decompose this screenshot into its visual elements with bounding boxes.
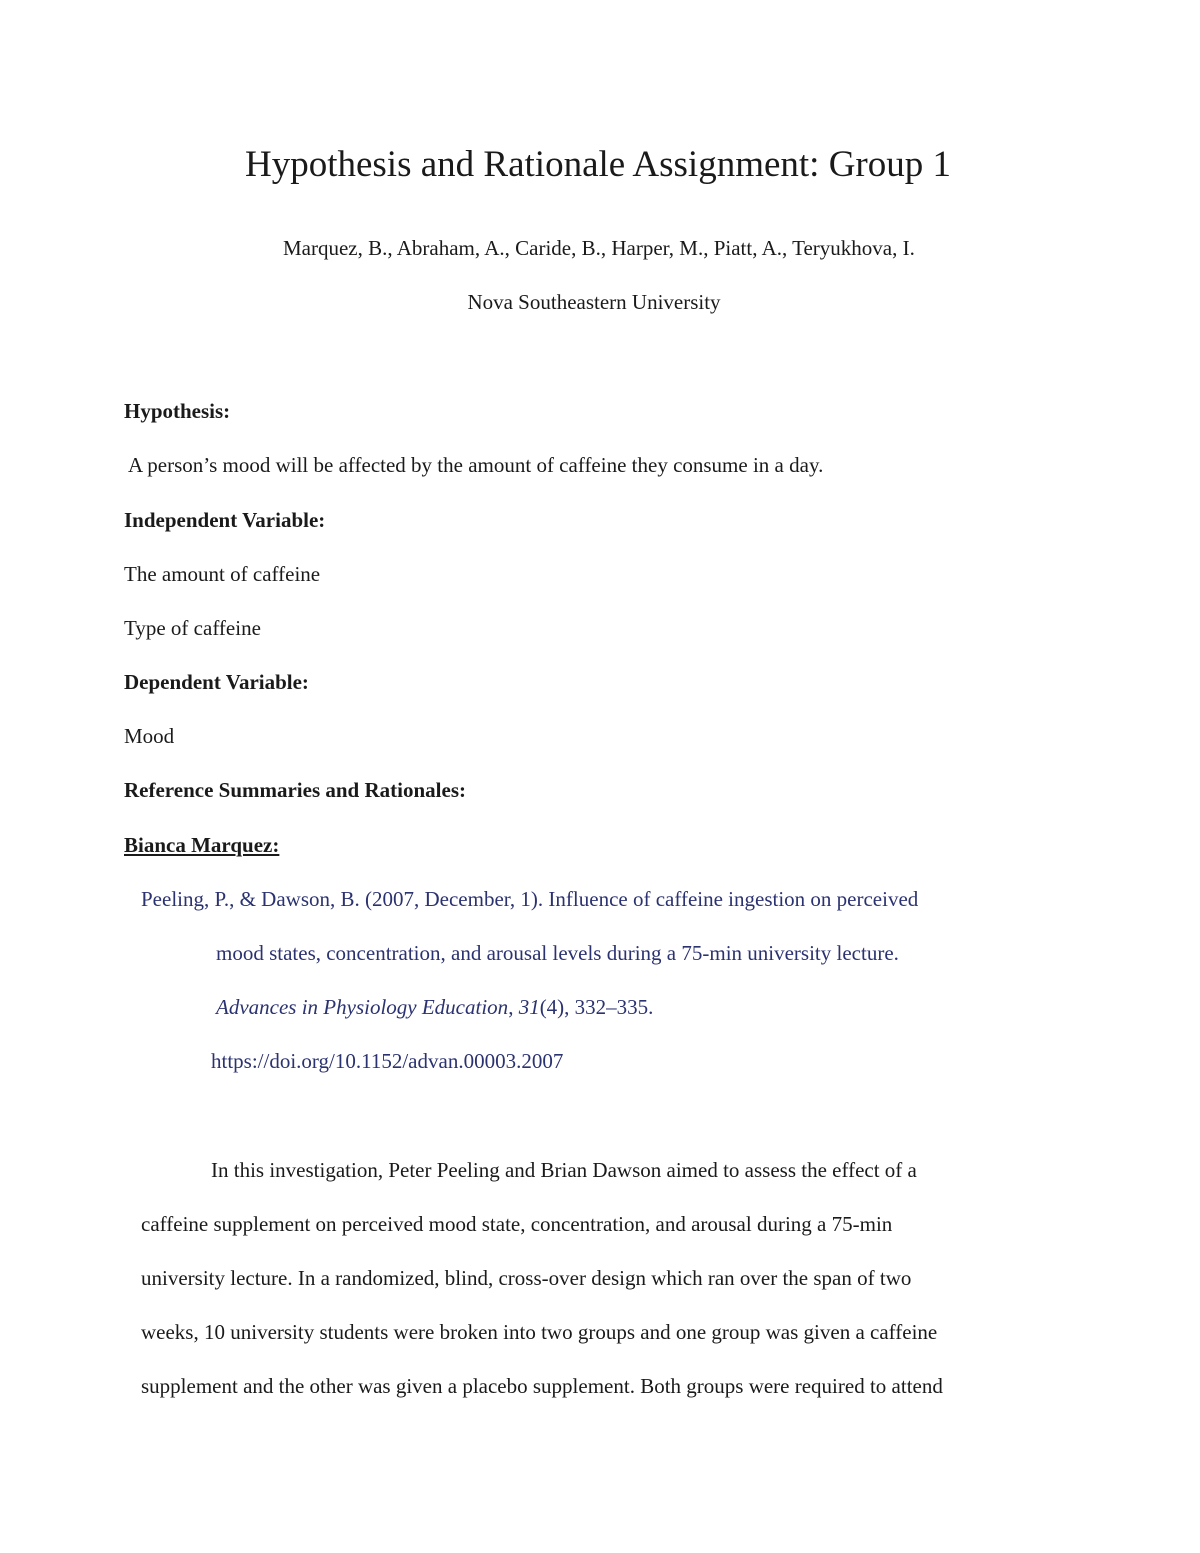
- hypothesis-text: A person’s mood will be affected by the amount of caffeine they consume in a day.: [128, 453, 824, 477]
- affiliation: Nova Southeastern University: [467, 290, 721, 314]
- dependent-variable-heading: Dependent Variable:: [124, 670, 309, 694]
- summary-line: university lecture. In a randomized, blind, cross-over design which ran over the span of two: [141, 1266, 912, 1290]
- references-heading: Reference Summaries and Rationales:: [124, 778, 466, 802]
- reference-journal: Advances in Physiology Education: [216, 995, 509, 1019]
- independent-variable-item: The amount of caffeine: [124, 562, 321, 586]
- reference-line-3: [216, 992, 653, 1022]
- reference-line-2: mood states, concentration, and arousal levels during a 75-min university lecture.: [216, 941, 899, 965]
- summary-line: supplement and the other was given a placebo supplement. Both groups were required to attend: [141, 1374, 943, 1398]
- author-list: Marquez, B., Abraham, A., Caride, B., Harper, M., Piatt, A., Teryukhova, I.: [283, 236, 915, 260]
- reference-doi-link[interactable]: https://doi.org/10.1152/advan.00003.2007: [211, 1049, 564, 1073]
- reference-line-1: Peeling, P., & Dawson, B. (2007, December, 1). Influence of caffeine ingestion on perceived: [141, 887, 919, 911]
- independent-variable-heading: Independent Variable:: [124, 508, 326, 532]
- reference-volume: 31: [518, 995, 540, 1019]
- page-title: Hypothesis and Rationale Assignment: Group 1: [244, 144, 952, 185]
- reference-separator: ,: [508, 995, 519, 1019]
- independent-variable-item: Type of caffeine: [124, 616, 261, 640]
- contributor-heading: Bianca Marquez:: [124, 833, 280, 857]
- hypothesis-heading: Hypothesis:: [124, 399, 231, 423]
- summary-line: In this investigation, Peter Peeling and Brian Dawson aimed to assess the effect of a: [211, 1158, 917, 1182]
- reference-issue-pages: (4), 332–335.: [539, 995, 654, 1019]
- dependent-variable-item: Mood: [124, 724, 175, 748]
- summary-line: weeks, 10 university students were broken into two groups and one group was given a caffeine: [141, 1320, 938, 1344]
- summary-line: caffeine supplement on perceived mood state, concentration, and arousal during a 75-min: [141, 1212, 893, 1236]
